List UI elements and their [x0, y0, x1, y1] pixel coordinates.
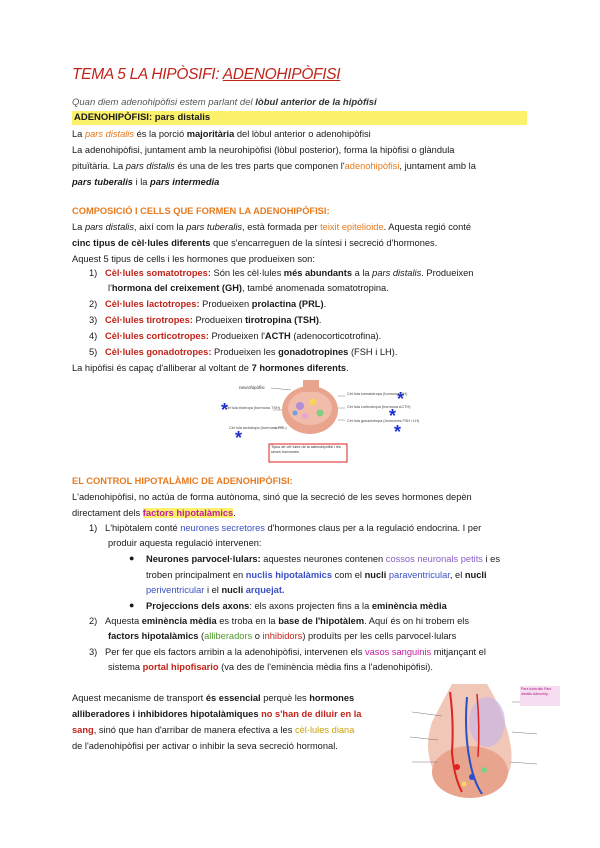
intro-line: Quan diem adenohipòfisi estem parlant del lòbul anterior de la hipòfisi: [72, 97, 377, 108]
paragraph-1: La pars distalis és la porció majoritària del lòbul anterior o adenohipòfisi: [72, 129, 371, 139]
svg-text:Cèl·lula corticotropa (hormona: Cèl·lula corticotropa (hormona ACTH): [347, 405, 411, 409]
svg-text:Cèl·lula somatotropa (hormona: Cèl·lula somatotropa (hormona GH): [347, 392, 408, 396]
list-item-continuation: factors hipotalàmics (alliberadors o inhibidors) produïts per les cells parvocel·lulars: [108, 631, 457, 641]
title-main: ADENOHIPÒFISI: [222, 66, 341, 83]
sub-list-item: Projeccions dels axons: els axons projecten fins a la eminència mèdia: [146, 601, 447, 611]
section-heading-composition: COMPOSICIÓ I CELLS QUE FORMEN LA ADENOHIPÒFISI:: [72, 206, 330, 216]
hormones-summary: La hipòfisi és capaç d'alliberar al voltant de 7 hormones diferents.: [72, 363, 349, 373]
list-item: 3) Per fer que els factors arribin a la adenohipòfisi, intervenen els vasos sanguinis mitjançant el: [89, 647, 486, 657]
portal-system-figure: Pars tuberalis Pars distalis Adenohip.: [392, 682, 562, 810]
list-item: 3) Cèl·lules tirotropes: Produeixen tirotropina (TSH).: [89, 315, 322, 325]
list-item: 2) Aquesta eminència mèdia es troba en la base de l'hipotàlem. Aquí és on hi trobem els: [89, 616, 470, 626]
section-heading-control: EL CONTROL HIPOTALÀMIC DE ADENOHIPÒFISI:: [72, 476, 293, 486]
svg-text:neurohipòfisi: neurohipòfisi: [239, 385, 265, 390]
composition-line-3: Aquest 5 tipus de cells i les hormones que produeixen son:: [72, 254, 315, 264]
control-line-2: directament dels factors hipotalàmics.: [72, 508, 236, 518]
list-item: 1) Cèl·lules somatotropes: Són les cèl·lules més abundants a la pars distalis. Produeixen: [89, 268, 474, 278]
asterisk-icon: *: [221, 400, 229, 420]
composition-line-1: La pars distalis, així com la pars tuberalis, està formada per teixit epitelioide. Aquesta regió conté: [72, 222, 471, 232]
list-item-continuation: l'hormona del creixement (GH), també anomenada somatotropina.: [108, 283, 389, 293]
list-item: 5) Cèl·lules gonadotropes: Produeixen les gonadotropines (FSH i LH).: [89, 347, 398, 357]
asterisk-icon: *: [394, 422, 402, 442]
paragraph-2: La adenohipòfisi, juntament amb la neurohipòfisi (lòbul posterior), forma la hipòfisi o glàndula: [72, 145, 455, 155]
asterisk-icon: *: [389, 406, 397, 426]
mechanism-line-3: sang, sinó que han d'arribar de manera efectiva a les cèl·lules diana: [72, 725, 355, 735]
list-item: 2) Cèl·lules lactotropes: Produeixen prolactina (PRL).: [89, 299, 327, 309]
mechanism-line-2: alliberadores i inhibidores hipotalàmiques no s'han de diluir en la: [72, 709, 362, 719]
svg-text:Cèl·lula lactotropa (hormona P: Cèl·lula lactotropa (hormona PRL): [229, 426, 287, 430]
control-line-1: L'adenohipòfisi, no actúa de forma autònoma, sinó que la secreció de les seves hormones depèn: [72, 492, 472, 502]
paragraph-4: pars tuberalis i la pars intermedia: [72, 177, 220, 187]
sub-list-item-continuation: periventricular i el nucli arquejat.: [146, 585, 285, 595]
svg-text:Cèl·lula tirotropa (hormona TS: Cèl·lula tirotropa (hormona TSH): [225, 406, 281, 410]
composition-line-2: cinc tipus de cèl·lules diferents que s'encarreguen de la síntesi i secreció d'hormones.: [72, 238, 438, 248]
asterisk-icon: *: [235, 428, 243, 448]
svg-text:Cèl·lula gonadotropa (hormones: Cèl·lula gonadotropa (hormones FSH i LH): [347, 419, 420, 423]
mechanism-line-1: Aquest mecanisme de transport és essencial perquè les hormones: [72, 693, 355, 703]
list-item: 1) L'hipòtalem conté neurones secretores d'hormones claus per a la regulació endocrina. I per: [89, 523, 482, 533]
list-item: 4) Cèl·lules corticotropes: Produeixen l'ACTH (adenocorticotrofina).: [89, 331, 382, 341]
bullet-icon: ●: [129, 553, 135, 563]
pituitary-cells-figure: neurohipòfisi Cèl·lula somatotropa (hormona GH) Cèl·lula corticotropa (hormona ACTH) Cèl·lula gonadotropa (hormones FSH i LH) Cèl·lula tirotropa (hormona TSH) Cèl·lula lactotropa (hormona PRL) Tipus de cèl·lules de la adenohipòfisi i les seves hormones: [225, 380, 420, 468]
asterisk-icon: *: [397, 389, 405, 409]
list-item-continuation: produir aquesta regulació intervenen:: [108, 538, 262, 548]
sub-list-item: Neurones parvocel·lulars: aquestes neurones contenen cossos neuronals petits i es: [146, 554, 501, 564]
paragraph-3: pituïtària. La pars distalis és una de les tres parts que componen l'adenohipòfisi, juntament amb la: [72, 161, 476, 171]
list-item-continuation: sistema portal hipofisario (va des de l'eminència mèdia fins a l'adenohipòfisi).: [108, 662, 433, 672]
highlight-heading: ADENOHIPÒFISI: pars distalis: [72, 111, 527, 125]
sub-list-item-continuation: troben principalment en nuclis hipotalàmics com el nucli paraventricular, el nucli: [146, 570, 487, 580]
mechanism-line-4: de l'adenohipòfisi per activar o inhibir la seva secreció hormonal.: [72, 741, 338, 751]
page-title: TEMA 5 LA HIPÒSIFI: ADENOHIPÒFISI: [72, 66, 341, 83]
bullet-icon: ●: [129, 600, 135, 610]
